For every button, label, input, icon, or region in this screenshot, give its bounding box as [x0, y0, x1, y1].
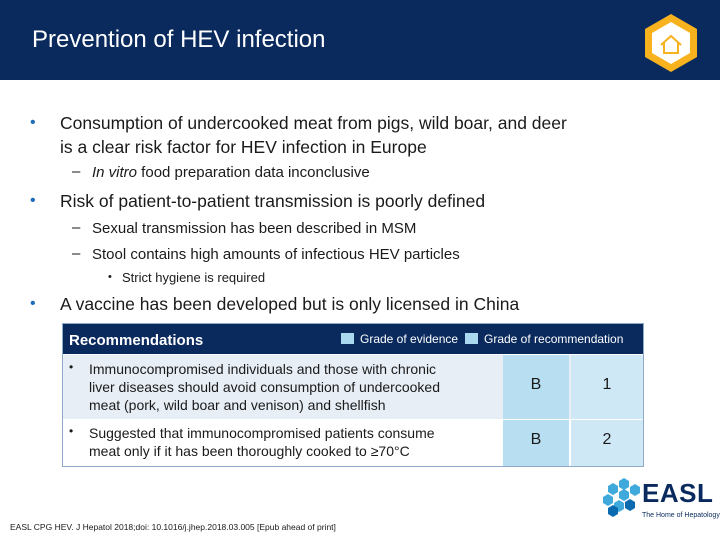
evidence-cell [503, 420, 569, 466]
bullet-marker: • [30, 192, 36, 209]
bullet-1-sub-1 [92, 164, 370, 181]
bullet-1-line-2: is a clear risk factor for HEV infection in Europe [60, 137, 427, 157]
slide-header [0, 0, 720, 80]
row-text-line: Immunocompromised individuals and those with chronic [89, 361, 437, 377]
bullet-2-sub-2: Stool contains high amounts of infectious HEV particles [92, 246, 460, 263]
evidence-cell [503, 355, 569, 419]
sub-bullet-marker: – [72, 245, 81, 262]
easl-hexagon-cluster-icon [600, 478, 642, 518]
row-text [89, 360, 499, 414]
row-text-line: meat only if it has been thoroughly cooked to ≥70°C [89, 443, 410, 459]
home-icon[interactable] [642, 12, 700, 74]
sub-sub-bullet-marker: • [108, 271, 112, 283]
row-text-line: liver diseases should avoid consumption of undercooked [89, 379, 440, 395]
evidence-grade: B [530, 431, 542, 448]
recommendation-legend-label: Grade of recommendation [484, 332, 624, 346]
citation: EASL CPG HEV. J Hepatol 2018;doi: 10.1016/j.jhep.2018.03.005 [Epub ahead of print] [10, 522, 336, 532]
recommendations-table [62, 323, 644, 467]
bullet-2-sub-1: Sexual transmission has been described in MSM [92, 220, 417, 237]
recommendations-header [63, 324, 643, 354]
recommendation-cell [571, 420, 643, 466]
bullet-3: A vaccine has been developed but is only licensed in China [60, 294, 520, 314]
bullet-1-line-1: Consumption of undercooked meat from pigs, wild boar, and deer [60, 113, 567, 133]
slide-title: Prevention of HEV infection [32, 26, 326, 53]
evidence-legend-label: Grade of evidence [360, 332, 459, 346]
row-text-line: meat (pork, wild boar and venison) and shellfish [89, 397, 386, 413]
bullet-marker: • [30, 295, 36, 312]
row-text-line: Suggested that immunocompromised patients consume [89, 425, 435, 441]
italic-term: In vitro [92, 164, 138, 181]
easl-logo [600, 476, 720, 530]
recommendation-grade: 2 [602, 431, 612, 448]
row-bullet: • [69, 424, 74, 438]
recommendations-title: Recommendations [69, 332, 204, 349]
bullet-2: Risk of patient-to-patient transmission is poorly defined [60, 191, 486, 211]
evidence-legend-swatch [341, 333, 354, 344]
evidence-grade: B [530, 376, 542, 393]
bullet-2-sub-2-sub-1: Strict hygiene is required [122, 270, 266, 285]
row-text [89, 424, 499, 460]
bullet-1-sub-1-rest: food preparation data inconclusive [137, 164, 370, 181]
table-row [63, 420, 643, 466]
easl-tagline: The Home of Hepatology [642, 512, 720, 519]
table-row [63, 355, 643, 419]
recommendation-legend-swatch [465, 333, 478, 344]
easl-wordmark: EASL [642, 478, 714, 508]
recommendation-cell [571, 355, 643, 419]
sub-bullet-marker: – [72, 163, 81, 180]
recommendation-grade: 1 [602, 376, 612, 393]
row-bullet: • [69, 360, 74, 374]
sub-bullet-marker: – [72, 219, 81, 236]
bullet-marker: • [30, 114, 36, 131]
